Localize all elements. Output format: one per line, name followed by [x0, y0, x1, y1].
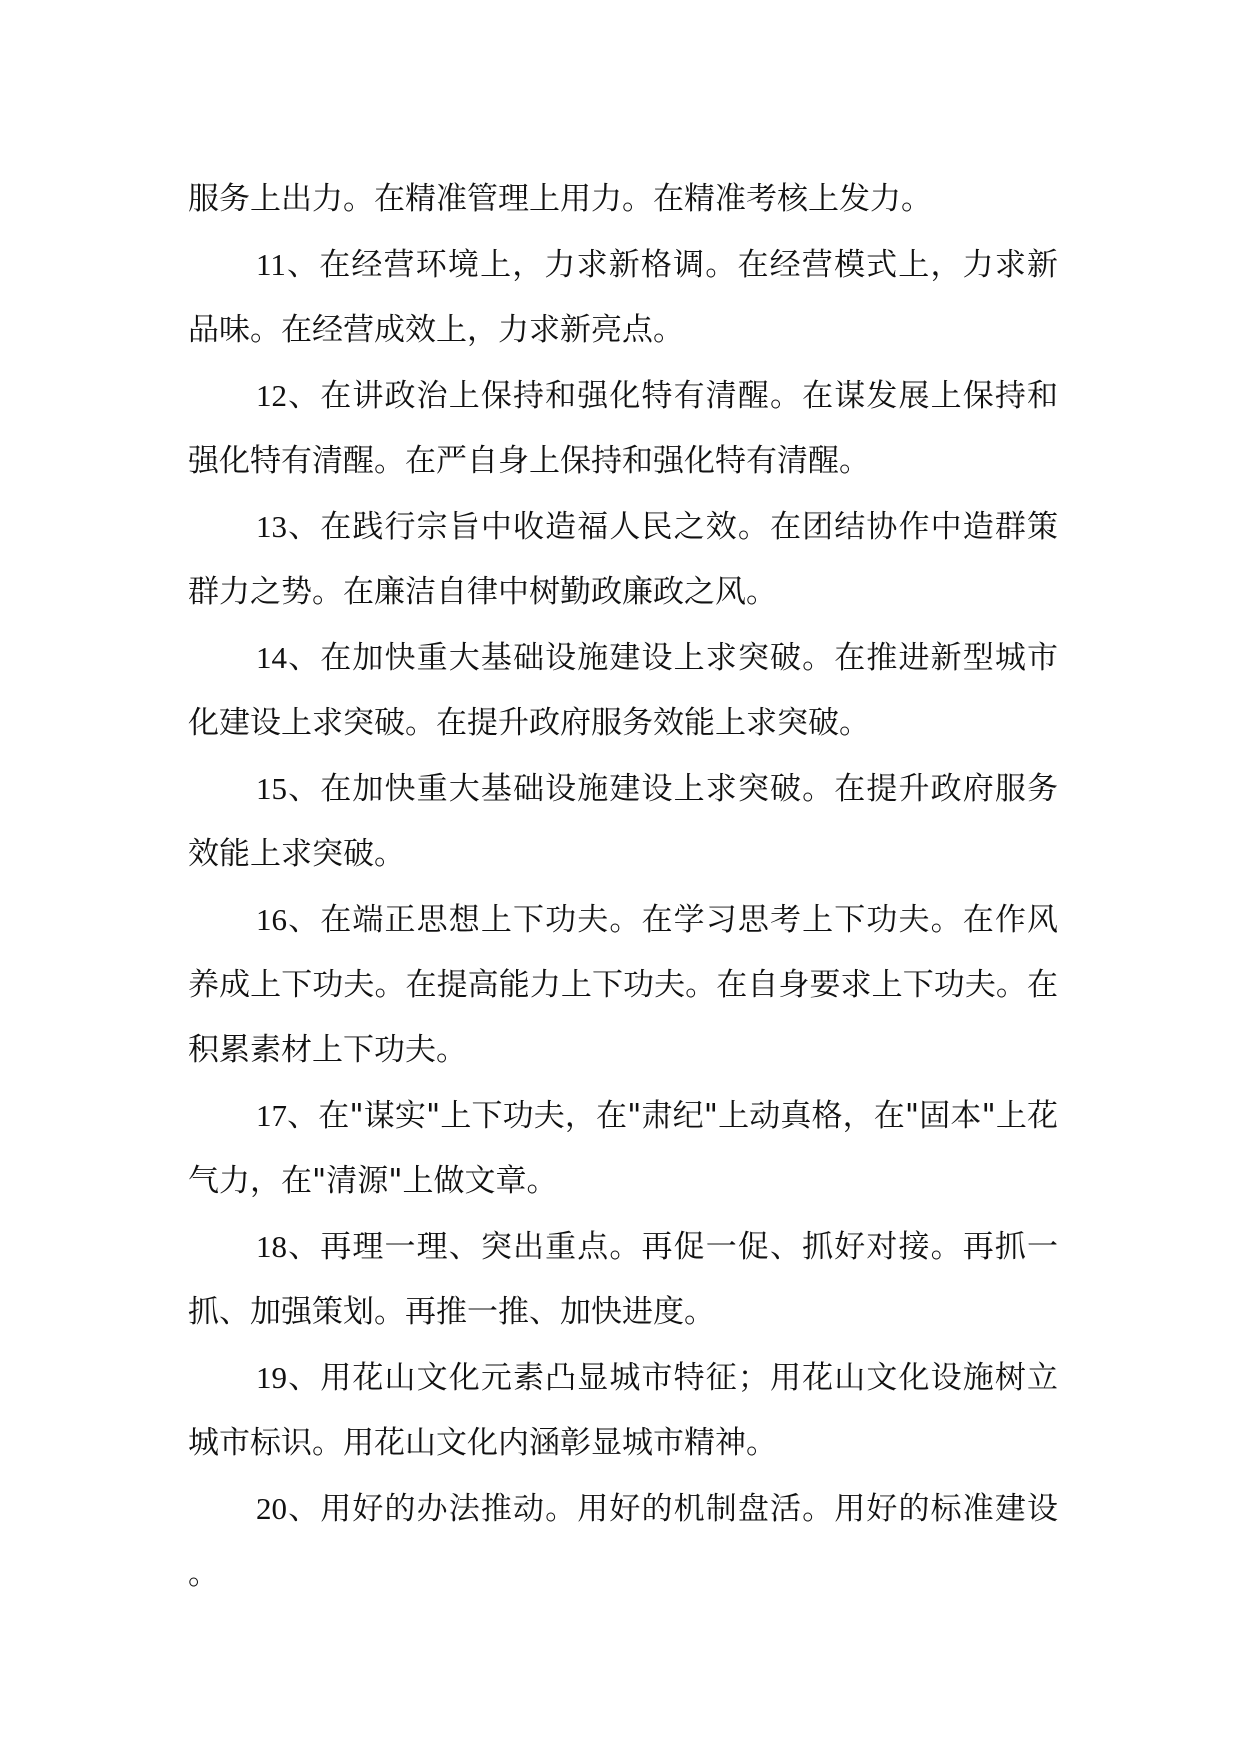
paragraph — [188, 756, 1058, 887]
paragraph-text: 、在践行宗旨中收造福人民之效。在团结协作中造群策群力之势。在廉洁自律中树勤政廉政之风。 — [188, 509, 1058, 610]
paragraph — [188, 1083, 1058, 1214]
paragraph — [188, 1214, 1058, 1345]
paragraph — [188, 232, 1058, 363]
paragraph-text: 、用花山文化元素凸显城市特征；用花山文化设施树立城市标识。用花山文化内涵彰显城市精神。 — [188, 1360, 1058, 1461]
paragraph-number: 15 — [256, 771, 287, 806]
paragraph-text: 、在端正思想上下功夫。在学习思考上下功夫。在作风养成上下功夫。在提高能力上下功夫。在自身要求上下功夫。在积累素材上下功夫。 — [188, 902, 1058, 1068]
paragraph-number: 18 — [256, 1229, 287, 1264]
paragraph-number: 14 — [256, 640, 287, 675]
paragraph-number: 11 — [256, 247, 286, 282]
paragraph-text: 、用好的办法推动。用好的机制盘活。用好的标准建设。 — [188, 1491, 1058, 1592]
paragraph-text: 、再理一理、突出重点。再促一促、抓好对接。再抓一抓、加强策划。再推一推、加快进度。 — [188, 1229, 1058, 1330]
paragraph-number: 13 — [256, 509, 287, 544]
paragraph — [188, 1476, 1058, 1607]
paragraph-number: 12 — [256, 378, 287, 413]
paragraph-number: 19 — [256, 1360, 287, 1395]
paragraph — [188, 167, 1058, 232]
paragraph — [188, 494, 1058, 625]
paragraph-text: 、在加快重大基础设施建设上求突破。在提升政府服务效能上求突破。 — [188, 771, 1058, 872]
paragraph — [188, 363, 1058, 494]
paragraph-text: 、在加快重大基础设施建设上求突破。在推进新型城市化建设上求突破。在提升政府服务效能上求突破。 — [188, 640, 1058, 741]
paragraph-number: 17 — [256, 1098, 287, 1133]
paragraph-number: 20 — [256, 1491, 287, 1526]
document-body — [188, 167, 1058, 1607]
paragraph — [188, 1345, 1058, 1476]
paragraph-text: 、在讲政治上保持和强化特有清醒。在谋发展上保持和强化特有清醒。在严自身上保持和强化特有清醒。 — [188, 378, 1058, 479]
paragraph-text: 服务上出力。在精准管理上用力。在精准考核上发力。 — [188, 181, 932, 217]
paragraph — [188, 887, 1058, 1083]
paragraph — [188, 625, 1058, 756]
paragraph-text: 、在经营环境上，力求新格调。在经营模式上，力求新品味。在经营成效上，力求新亮点。 — [188, 247, 1058, 348]
paragraph-number: 16 — [256, 902, 287, 937]
paragraph-text: 、在"谋实"上下功夫，在"肃纪"上动真格，在"固本"上花气力，在"清源"上做文章。 — [188, 1098, 1058, 1199]
